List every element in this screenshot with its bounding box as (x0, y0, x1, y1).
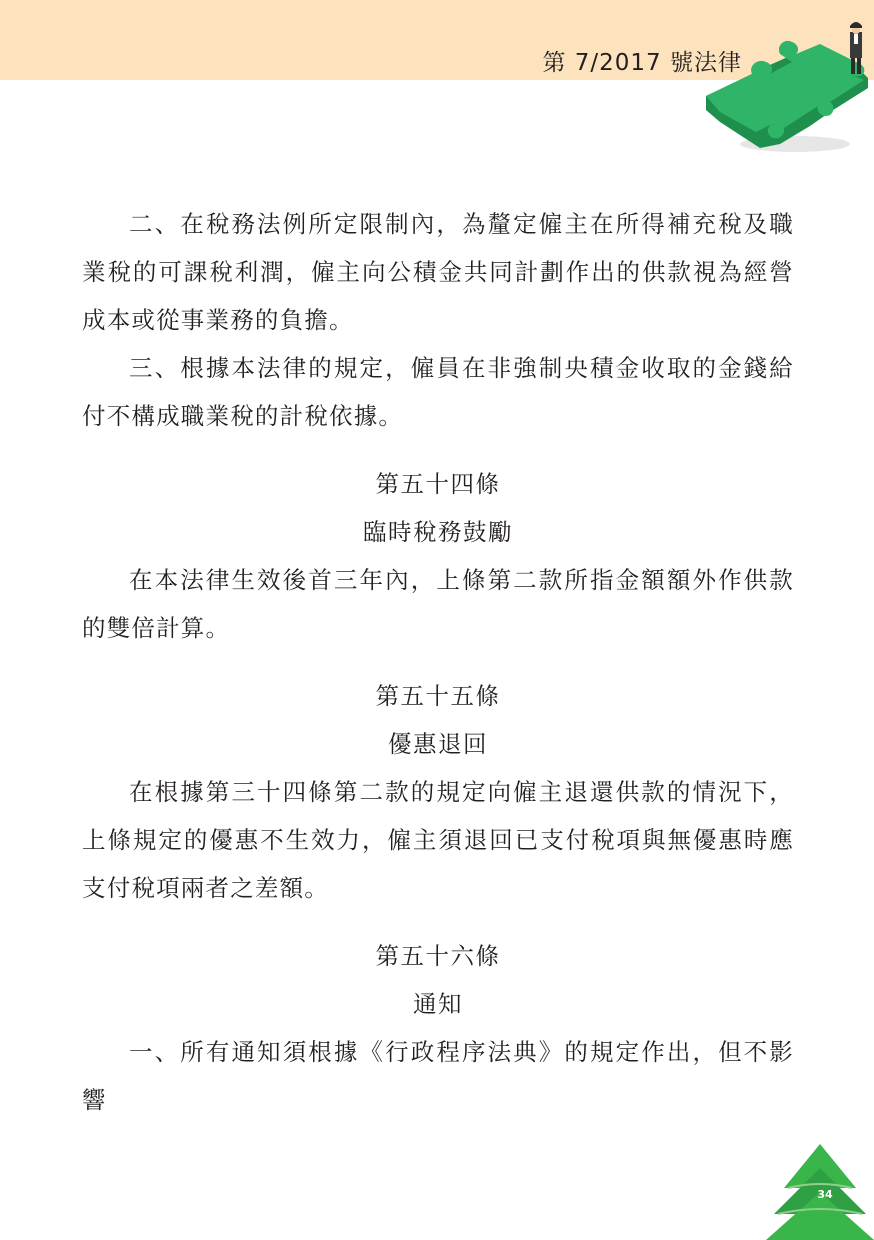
page-number: 34 (817, 1188, 833, 1201)
running-header-title: 第 7/2017 號法律 (542, 50, 742, 76)
article-54-title: 臨時稅務鼓勵 (363, 518, 513, 546)
paragraph-3: 三、根據本法律的規定，僱員在非強制央積金收取的金錢給付不構成職業稅的計稅依據。 (82, 354, 794, 430)
article-56-text: 一、所有通知須根據《行政程序法典》的規定作出，但不影響 (82, 1038, 794, 1114)
paragraph-2: 二、在稅務法例所定限制內，為釐定僱主在所得補充稅及職業稅的可課稅利潤，僱主向公積金共同計劃作出的供款視為經營成本或從事業務的負擔。 (82, 210, 794, 334)
article-55-title: 優惠退回 (388, 730, 488, 758)
spacer (82, 652, 794, 672)
article-54-number: 第五十四條 (375, 470, 501, 498)
document-body (82, 200, 794, 1124)
article-55-text: 在根據第三十四條第二款的規定向僱主退還供款的情況下，上條規定的優惠不生效力，僱主須退回已支付稅項與無優惠時應支付稅項兩者之差額。 (82, 778, 794, 902)
article-56-title: 通知 (413, 990, 463, 1018)
article-55-number: 第五十五條 (375, 682, 501, 710)
spacer (82, 440, 794, 460)
article-54-text: 在本法律生效後首三年內，上條第二款所指金額額外作供款的雙倍計算。 (82, 566, 794, 642)
puzzle-piece-illustration (700, 16, 874, 156)
article-56-number: 第五十六條 (375, 942, 501, 970)
spacer (82, 912, 794, 932)
